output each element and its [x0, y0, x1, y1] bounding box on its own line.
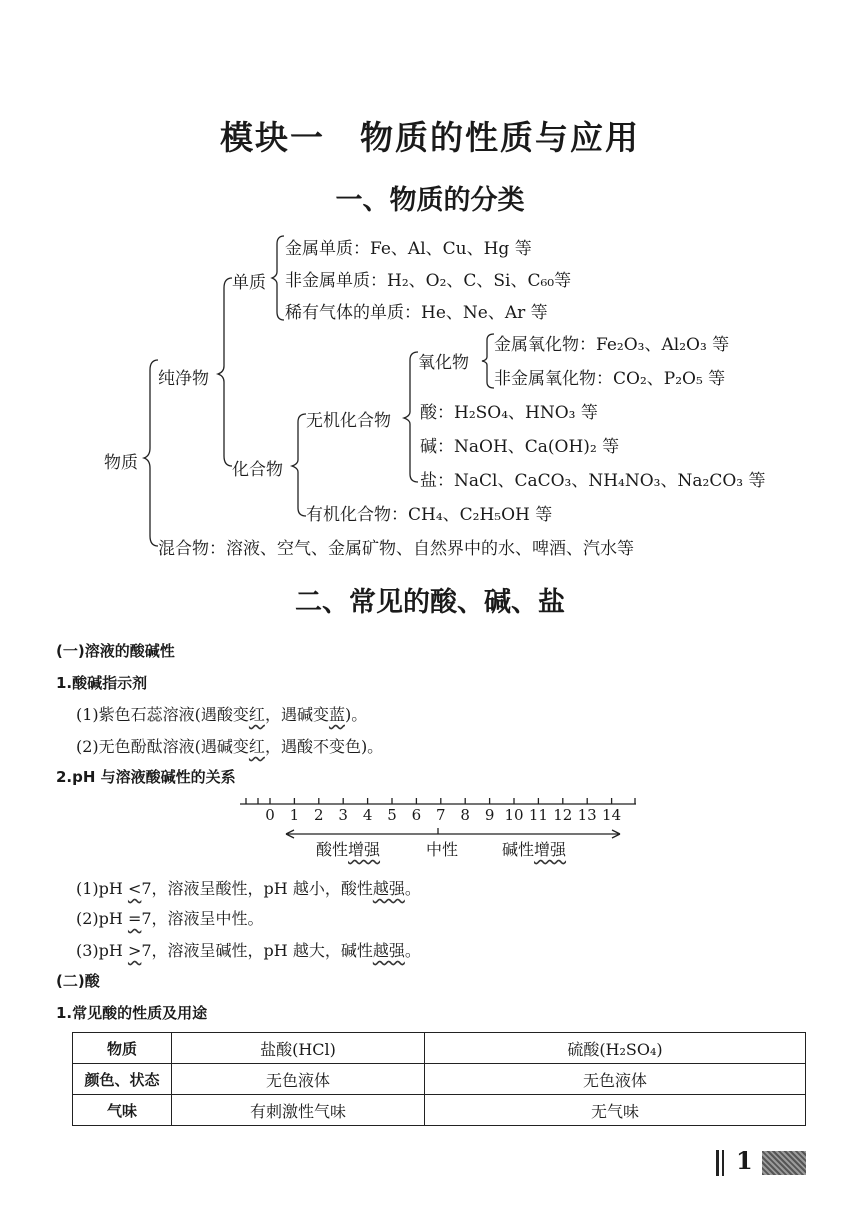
- table-row: [73, 1095, 806, 1126]
- table-cell: 颜色、状态: [73, 1064, 172, 1095]
- text: 碱性: [502, 840, 535, 859]
- node-mixture: 混合物：溶液、空气、金属矿物、自然界中的水、啤酒、汽水等: [158, 539, 634, 559]
- emphasis: 增强: [348, 840, 381, 859]
- ph-rule-acidic: [76, 876, 421, 899]
- emphasis: 增强: [534, 840, 567, 859]
- node-organic-compound: 有机化合物：CH₄、C₂H₅OH 等: [306, 505, 553, 525]
- page-marker-bar: [722, 1150, 724, 1176]
- text: 。: [404, 941, 421, 960]
- element-item-nonmetal: 非金属单质：H₂、O₂、C、Si、C₆₀等: [285, 271, 572, 291]
- text: 7，溶液呈碱性，pH 越大，碱性: [141, 941, 373, 960]
- ph-tick-label: 14: [602, 806, 622, 824]
- node-substance: 物质: [104, 453, 138, 473]
- node-compound: 化合物: [232, 460, 283, 480]
- node-pure-substance: 纯净物: [158, 369, 209, 389]
- text: (1)紫色石蕊溶液(遇酸变: [76, 705, 249, 724]
- node-inorganic-compound: 无机化合物: [306, 411, 391, 431]
- subsection-acid: (二)酸: [56, 972, 100, 990]
- bracket-pure: [218, 278, 234, 466]
- text: (2)无色酚酞溶液(遇碱变: [76, 737, 249, 756]
- ph-tick-label: 1: [289, 806, 300, 824]
- text: 7，溶液呈中性。: [141, 909, 264, 928]
- table-cell: 无色液体: [172, 1064, 425, 1095]
- text: )。: [344, 705, 368, 724]
- ph-tick-label: 5: [387, 806, 397, 824]
- table-cell: 硫酸(H₂SO₄): [425, 1033, 806, 1064]
- ph-acid-label: [314, 837, 382, 860]
- ph-tick-label: 6: [411, 806, 422, 824]
- indicator-phenolphthalein: [76, 734, 383, 757]
- table-cell: 气味: [73, 1095, 172, 1126]
- text: 7，溶液呈酸性，pH 越小，酸性: [141, 879, 373, 898]
- table-cell: 无气味: [425, 1095, 806, 1126]
- emphasis: 越强: [372, 879, 405, 898]
- table-cell: 无色液体: [425, 1064, 806, 1095]
- text: (2)pH: [76, 909, 128, 928]
- acid-properties-table: [72, 1032, 806, 1126]
- element-item-noble-gas: 稀有气体的单质：He、Ne、Ar 等: [285, 303, 548, 323]
- table-cell: 盐酸(HCl): [172, 1033, 425, 1064]
- table-cell: 物质: [73, 1033, 172, 1064]
- module-title: 模块一 物质的性质与应用: [220, 118, 640, 157]
- heading-indicators: 1.酸碱指示剂: [56, 674, 148, 692]
- emphasis: =: [127, 909, 142, 928]
- ph-tick-label: 0: [265, 806, 275, 824]
- emphasis: 越强: [372, 941, 405, 960]
- ph-tick-label: 12: [553, 806, 573, 824]
- indicator-litmus: [76, 702, 367, 725]
- ph-base-label: [500, 837, 568, 860]
- ph-tick-label: 9: [484, 806, 495, 824]
- subsection-solution-acidity: (一)溶液的酸碱性: [56, 642, 175, 660]
- bracket-element: [272, 236, 286, 320]
- ph-tick-label: 8: [460, 806, 470, 824]
- heading-ph-relation: 2.pH 与溶液酸碱性的关系: [56, 768, 236, 786]
- heading-common-acids: 1.常见酸的性质及用途: [56, 1004, 208, 1022]
- text: (1)pH: [76, 879, 128, 898]
- ph-tick-label: 11: [528, 806, 548, 824]
- emphasis: >: [127, 941, 142, 960]
- page-marker-bar: [716, 1150, 719, 1176]
- ph-tick-label: 13: [577, 806, 597, 824]
- page-number: 1: [736, 1146, 753, 1175]
- table-row: [73, 1033, 806, 1064]
- node-element: 单质: [232, 273, 266, 293]
- ph-tick-label: 3: [338, 806, 348, 824]
- text: ，遇酸不变色)。: [264, 737, 384, 756]
- table-row: [73, 1064, 806, 1095]
- ph-tick-label: 7: [436, 806, 446, 824]
- ph-neutral-label: 中性: [424, 837, 460, 860]
- ph-rule-neutral: [76, 906, 264, 929]
- section-title-classification: 一、物质的分类: [335, 185, 525, 216]
- table-cell: 有刺激性气味: [172, 1095, 425, 1126]
- text: ，遇碱变: [264, 705, 329, 724]
- page-corner-block: [762, 1151, 806, 1175]
- ph-rule-basic: [76, 938, 421, 961]
- text: (3)pH: [76, 941, 128, 960]
- emphasis: 蓝: [328, 705, 345, 724]
- text: 。: [404, 879, 421, 898]
- ph-tick-label: 10: [504, 806, 524, 824]
- text: 酸性: [316, 840, 349, 859]
- section-title-acid-base-salt: 二、常见的酸、碱、盐: [295, 587, 565, 618]
- element-item-metal: 金属单质：Fe、Al、Cu、Hg 等: [285, 239, 532, 259]
- emphasis: 红: [248, 737, 265, 756]
- node-acid: 酸：H₂SO₄、HNO₃ 等: [420, 403, 598, 423]
- node-salt: 盐：NaCl、CaCO₃、NH₄NO₃、Na₂CO₃ 等: [420, 471, 766, 491]
- oxide-item-nonmetal: 非金属氧化物：CO₂、P₂O₅ 等: [494, 369, 726, 389]
- ph-tick-label: 4: [362, 806, 373, 824]
- node-oxide: 氧化物: [418, 353, 469, 373]
- ph-tick-label: 2: [314, 806, 324, 824]
- emphasis: 红: [248, 705, 265, 724]
- emphasis: <: [127, 879, 142, 898]
- node-base: 碱：NaOH、Ca(OH)₂ 等: [420, 437, 620, 457]
- oxide-item-metal: 金属氧化物：Fe₂O₃、Al₂O₃ 等: [494, 335, 730, 355]
